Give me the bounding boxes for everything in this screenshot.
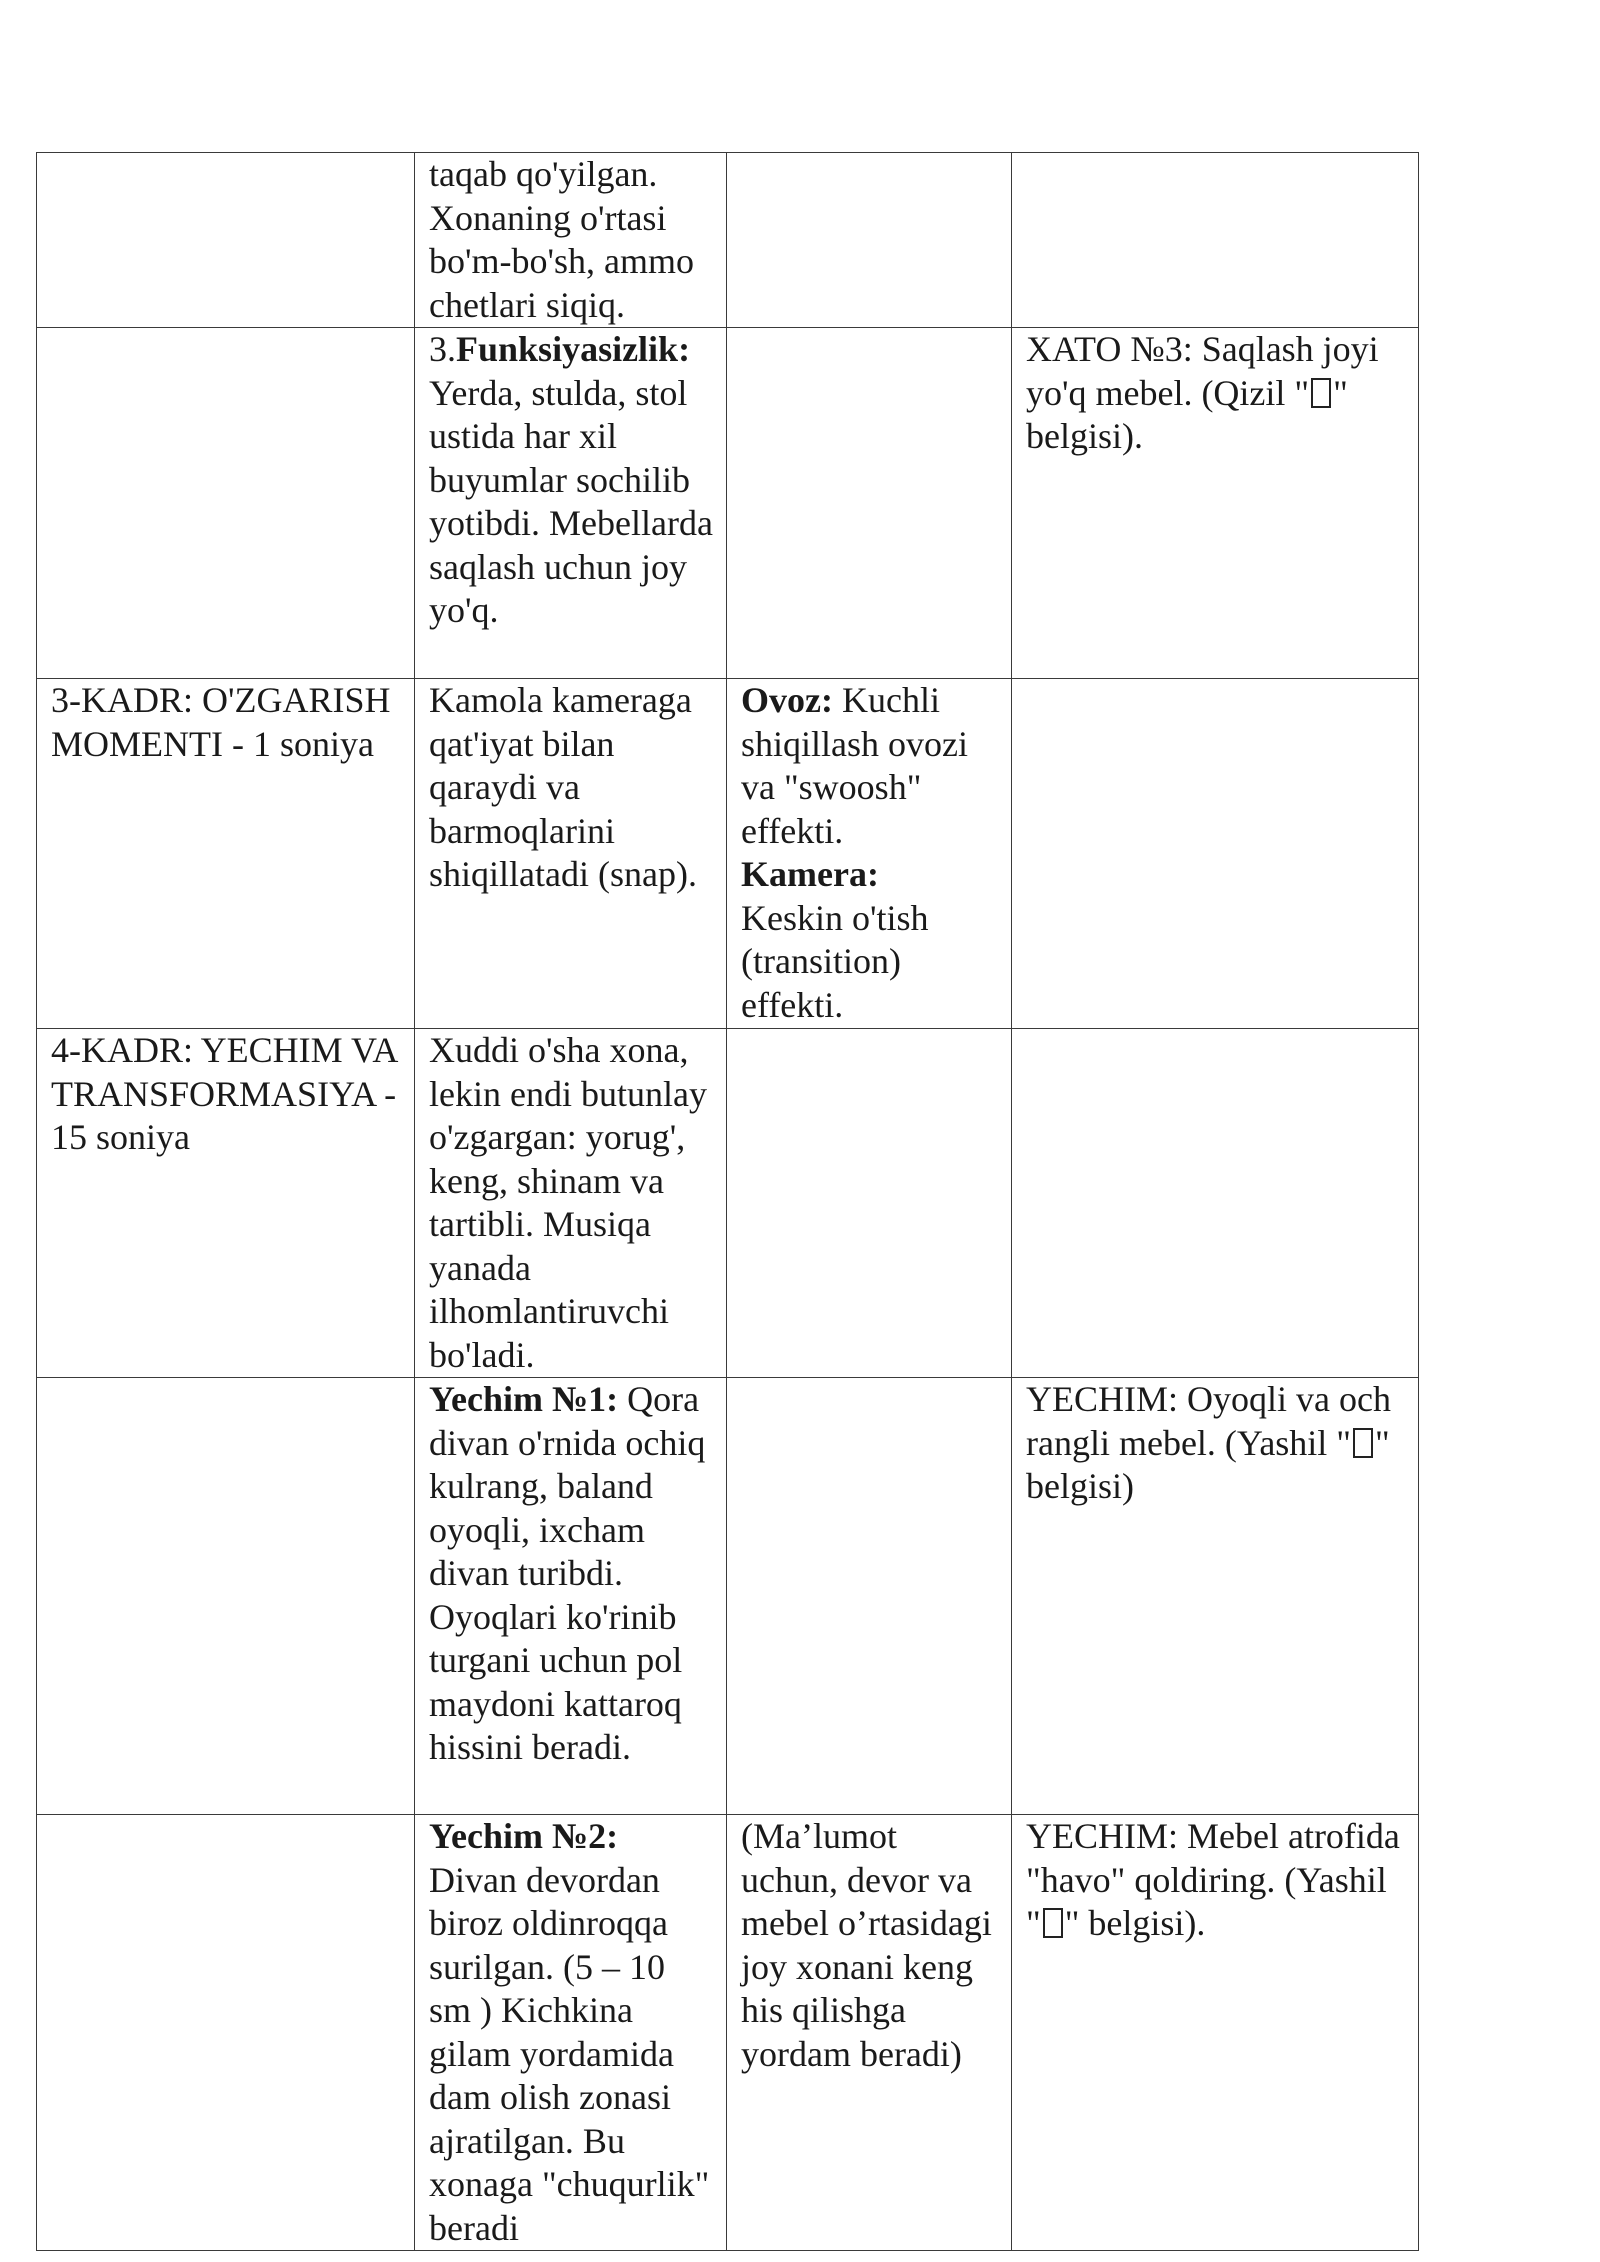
scene-cell: [37, 153, 415, 328]
description-text: Divan devordan biroz oldinroqqa surilgan. (5 – 10 sm ) Kichkina gilam yordamida dam olish zonasi ajratilgan. Bu xonaga "chuqurlik" beradi: [429, 1859, 710, 2248]
solution-heading: Yechim №1:: [429, 1379, 619, 1419]
solution-heading: Yechim №2:: [429, 1816, 619, 1856]
sound-camera-cell: [727, 1815, 1012, 2251]
sound-camera-cell: [727, 679, 1012, 1029]
description-cell: [415, 679, 727, 1029]
solution-note-text-end: " belgisi): [1026, 1422, 1390, 1506]
sound-camera-cell: [727, 1378, 1012, 1815]
table-row: [37, 679, 1419, 1029]
sound-text: Kuchli shiqillash ovozi va "swoosh" effekti.: [741, 680, 968, 851]
sound-camera-cell: [727, 153, 1012, 328]
error-note-text-end: " belgisi).: [1026, 372, 1348, 456]
note-cell: [1012, 679, 1419, 1029]
description-cell: [415, 1378, 727, 1815]
scene-cell: [37, 1815, 415, 2251]
table-row: [37, 328, 1419, 679]
scene-title: 3-KADR: O'ZGARISH MOMENTI - 1 soniya: [51, 680, 391, 764]
scene-cell: [37, 328, 415, 679]
solution-note-text: YECHIM: Mebel atrofida "havo" qoldiring. (Yashil ": [1026, 1816, 1400, 1943]
description-heading: Funksiyasizlik:: [456, 329, 691, 369]
scene-title: 4-KADR: YECHIM VA TRANSFORMASIYA - 15 soniya: [51, 1030, 397, 1157]
sound-label: Ovoz:: [741, 680, 833, 720]
scene-cell: [37, 1029, 415, 1378]
description-cell: [415, 328, 727, 679]
scene-cell: [37, 1378, 415, 1815]
note-cell: [1012, 153, 1419, 328]
missing-glyph-icon: [1043, 1908, 1063, 1938]
sound-camera-cell: [727, 328, 1012, 679]
missing-glyph-icon: [1353, 1428, 1373, 1458]
description-text: taqab qo'yilgan. Xonaning o'rtasi bo'm-bo'sh, ammo chetlari siqiq.: [429, 154, 694, 325]
description-text: Kamola kameraga qat'iyat bilan qaraydi va barmoqlarini shiqillatadi (snap).: [429, 680, 697, 894]
error-note-text: XATO №3: Saqlash joyi yo'q mebel. (Qizil ": [1026, 329, 1379, 413]
screenplay-table: [36, 152, 1419, 2251]
table-row: [37, 1378, 1419, 1815]
note-cell: [1012, 1378, 1419, 1815]
solution-note-text: YECHIM: Oyoqli va och rangli mebel. (Yashil ": [1026, 1379, 1391, 1463]
description-number: 3.: [429, 329, 456, 369]
description-cell: [415, 153, 727, 328]
description-text: Yerda, stulda, stol ustida har xil buyumlar sochilib yotibdi. Mebellarda saqlash uchun joy yo'q.: [429, 372, 713, 630]
sound-camera-cell: [727, 1029, 1012, 1378]
description-cell: [415, 1029, 727, 1378]
description-text: Xuddi o'sha xona, lekin endi butunlay o'zgargan: yorug', keng, shinam va tartibli. Musiqa yanada ilhomlantiruvchi bo'ladi.: [429, 1030, 707, 1375]
table-row: [37, 1815, 1419, 2251]
camera-label: Kamera:: [741, 854, 879, 894]
info-note-text: (Ma’lumot uchun, devor va mebel o’rtasidagi joy xonani keng his qilishga yordam beradi): [741, 1816, 992, 2074]
missing-glyph-icon: [1311, 378, 1331, 408]
description-cell: [415, 1815, 727, 2251]
note-cell: [1012, 1815, 1419, 2251]
description-text: Qora divan o'rnida ochiq kulrang, baland oyoqli, ixcham divan turibdi. Oyoqlari ko'rinib turgani uchun pol maydoni kattaroq hissini beradi.: [429, 1379, 706, 1767]
table-row: [37, 153, 1419, 328]
scene-cell: [37, 679, 415, 1029]
note-cell: [1012, 1029, 1419, 1378]
table-row: [37, 1029, 1419, 1378]
solution-note-text-end: " belgisi).: [1064, 1903, 1206, 1943]
note-cell: [1012, 328, 1419, 679]
camera-text: Keskin o'tish (transition) effekti.: [741, 897, 929, 1025]
